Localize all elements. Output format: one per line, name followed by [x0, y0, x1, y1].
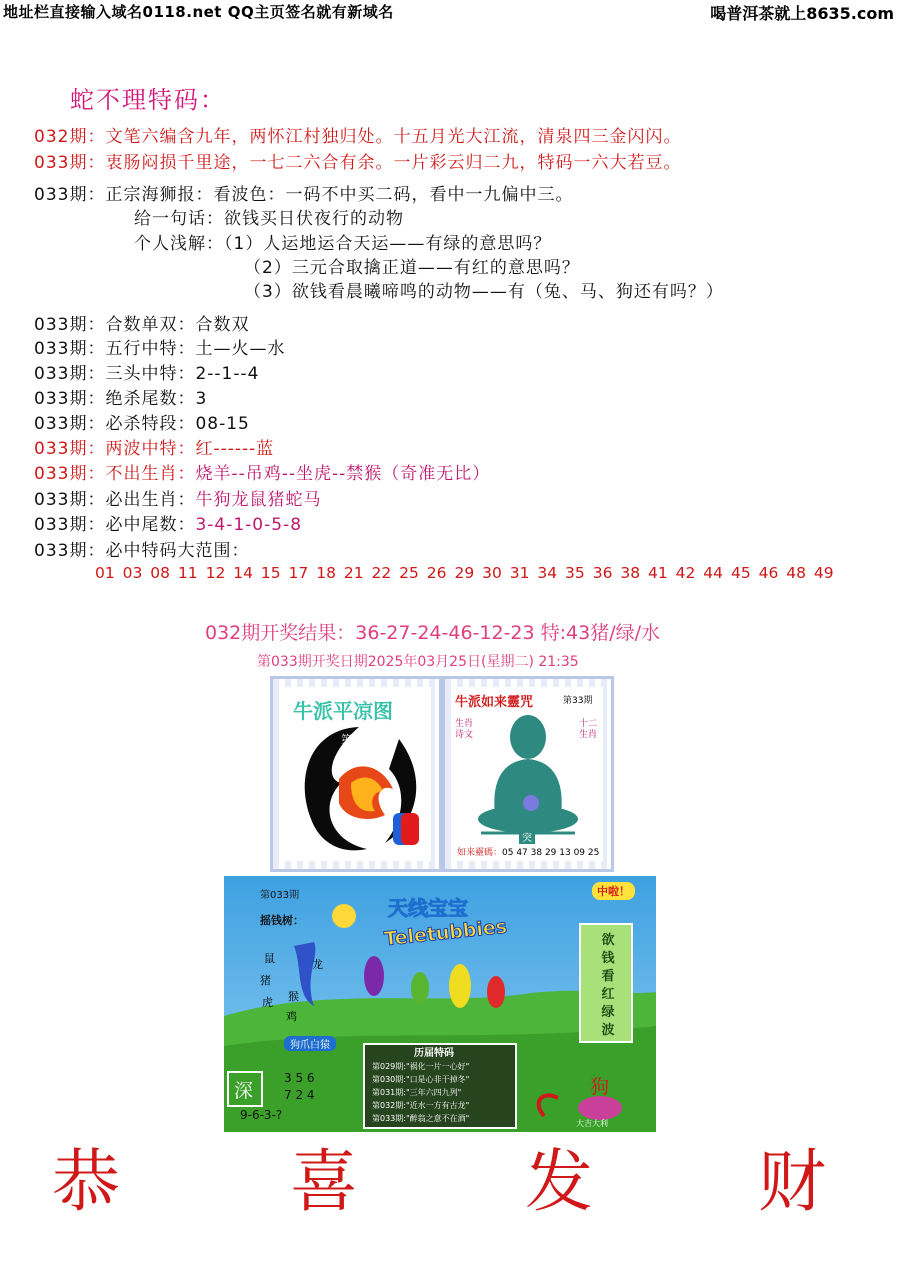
tree-char: 猴	[288, 990, 299, 1003]
tv-badge: 中啦！	[592, 882, 635, 900]
tv-deep-nums-2: 7 2 4	[284, 1088, 315, 1102]
footer-char: 喜	[290, 1143, 359, 1222]
tv-dog: 狗	[590, 1076, 610, 1098]
tree-char: 龙	[312, 958, 323, 971]
tv-deep-nums-1: 3 5 6	[284, 1071, 315, 1085]
domain-notice: 地址栏直接输入域名0118.net QQ主页签名就有新域名	[3, 3, 394, 21]
teletubbies-image	[224, 876, 656, 1132]
panel-left-title: 牛派平凉图	[293, 699, 393, 723]
tv-side-panel: 欲钱 看红 绿波	[601, 933, 615, 1038]
tv-issue: 第033期	[260, 890, 300, 901]
tree-char: 猪	[260, 974, 271, 987]
panel-right-side-right: 十二生肖	[579, 719, 598, 740]
tea-link[interactable]: 喝普洱茶就上8635.com	[710, 4, 894, 23]
previous-result: 032期开奖结果：36-27-24-46-12-23 特:43猪/绿/水	[205, 622, 661, 644]
tv-pill: 狗爪白猿	[284, 1036, 336, 1051]
prediction-row: 033期：三头中特：2--1--4	[34, 364, 260, 384]
tv-shake-label: 摇钱树：	[260, 914, 304, 927]
footer-char: 财	[758, 1143, 827, 1222]
poem-032: 032期：文笔六编含九年，两怀江村独归处。十五月光大江流，清泉四三金闪闪。	[34, 127, 682, 147]
tv-logo: Teletubbies	[383, 915, 509, 951]
prediction-row: 033期：必杀特段：08-15	[34, 414, 250, 434]
poem-033: 033期：衷肠闷损千里途，一七二六合有余。一片彩云归二九，特码一六大若豆。	[34, 153, 682, 173]
prediction-row: 033期：不出生肖：烧羊--吊鸡--坐虎--禁猴（奇准无比）	[34, 464, 491, 484]
tree-char: 鸡	[286, 1010, 297, 1023]
prediction-row: 033期：必出生肖：牛狗龙鼠猪蛇马	[34, 490, 322, 510]
footer-char: 恭	[52, 1143, 121, 1222]
newspaper-line-3: 个人浅解：（1）人运地运合天运——有绿的意思吗？	[134, 234, 552, 254]
tv-deep-char: 深	[234, 1080, 254, 1102]
panel-right-numbers: 05 47 38 29 13 09 25	[502, 848, 600, 858]
tv-history: 第029期:"祸化一片一心好" 第030期:"口是心非干掉冬" 第031期:"三年六四九列" 第032期:"近水一方有古龙" 第033期:"醉翁之意不在酒"	[372, 1062, 470, 1123]
tv-title: 天线宝宝	[388, 896, 468, 920]
page-title: 蛇不理特码：	[70, 86, 226, 114]
prediction-row: 033期：必中尾数：3-4-1-0-5-8	[34, 515, 303, 535]
footer-char: 发	[525, 1143, 594, 1222]
newspaper-line-4: （2）三元合取擒正道——有红的意思吗？	[244, 258, 580, 278]
panel-right-bottom-label: 如来靈碼：	[457, 848, 503, 858]
range-numbers: 01 03 08 11 12 14 15 17 18 21 22 25 26 29 30 31 34 35 36 38 41 42 44 45 46 48 49	[95, 564, 834, 582]
rulai-panel	[442, 676, 614, 872]
draw-date: 第033期开奖日期2025年03月25日(星期二) 21:35	[257, 654, 579, 670]
top-banner	[0, 0, 900, 22]
panel-right-issue: 第33期	[563, 696, 593, 706]
prediction-row: 033期：合数单双：合数双	[34, 315, 250, 335]
buddha-icon	[475, 707, 581, 835]
newspaper-line-2: 给一句话：欲钱买日伏夜行的动物	[134, 209, 404, 229]
tv-dog-caption: 大吉大利	[576, 1119, 608, 1128]
pingliang-panel	[270, 676, 442, 872]
newspaper-line-1: 033期：正宗海狮报：看波色：一码不中买二码，看中一九偏中三。	[34, 185, 574, 205]
panel-right-center: 突	[519, 829, 535, 844]
prediction-row: 033期：必中特码大范围：	[34, 541, 250, 561]
panel-left-issue: 第33期	[341, 733, 377, 746]
tree-char: 虎	[262, 996, 273, 1009]
tv-deep-nums-3: 9-6-3-?	[240, 1108, 283, 1122]
panel-right-side-left: 生肖诗文	[455, 719, 474, 740]
tv-hist-title: 历届特码	[414, 1048, 454, 1059]
newspaper-line-5: （3）欲钱看晨曦啼鸣的动物——有（兔、马、狗还有吗？）	[244, 282, 724, 302]
prediction-row: 033期：绝杀尾数：3	[34, 389, 208, 409]
panel-right-title: 牛派如来靈咒	[455, 695, 534, 710]
prediction-row: 033期：五行中特：土—火—水	[34, 339, 286, 359]
prediction-row: 033期：两波中特：红------蓝	[34, 439, 275, 459]
tree-char: 鼠	[264, 952, 275, 965]
